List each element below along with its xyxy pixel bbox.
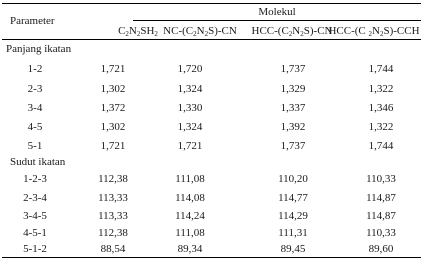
table-cell: 111,31 (278, 227, 308, 239)
table-cell: 110,33 (366, 227, 396, 239)
table-cell: 1,721 (100, 140, 126, 152)
row-label: 4-5 (27, 121, 43, 133)
table-cell: 1,346 (368, 102, 394, 114)
row-label: 3-4-5 (23, 210, 47, 222)
table-cell: 114,08 (175, 192, 205, 204)
column-header-3: HCC-$(C_2N_2S)-CN$ (251, 25, 333, 38)
table-cell: 114,87 (366, 210, 396, 222)
row-label: 5-1-2 (23, 243, 47, 255)
parameter-header: Parameter (10, 15, 55, 27)
table-cell: 112,38 (98, 173, 128, 185)
row-label: 3-4 (27, 102, 43, 114)
table-cell: 89,34 (177, 243, 203, 255)
table-cell: 1,737 (280, 63, 306, 75)
section-title-sudut-ikatan: Sudut ikatan (10, 156, 66, 168)
table-cell: 113,33 (98, 192, 128, 204)
table-cell: 1,721 (177, 140, 203, 152)
table-cell: 89,60 (368, 243, 394, 255)
table-cell: 1,302 (100, 121, 126, 133)
table-cell: 114,29 (278, 210, 308, 222)
row-label: 2-3 (27, 83, 43, 95)
table-cell: 88,54 (100, 243, 126, 255)
table-cell: 1,737 (280, 140, 306, 152)
table-cell: 1,337 (280, 102, 306, 114)
table-cell: 1,721 (100, 63, 126, 75)
table-cell: 1,720 (177, 63, 203, 75)
table-cell: 111,08 (175, 173, 205, 185)
table-cell: 1,324 (177, 83, 203, 95)
table-cell: 110,33 (366, 173, 396, 185)
table-cell: 1,392 (280, 121, 306, 133)
molekul-underline (133, 20, 421, 21)
table-cell: 1,372 (100, 102, 126, 114)
table-cell: 1,744 (368, 140, 394, 152)
table-cell: 114,87 (366, 192, 396, 204)
table-cell: 110,20 (278, 173, 308, 185)
table-cell: 1,302 (100, 83, 126, 95)
row-label: 2-3-4 (23, 192, 47, 204)
table-cell: 1,329 (280, 83, 306, 95)
table-cell: 1,322 (368, 83, 394, 95)
table-cell: 1,330 (177, 102, 203, 114)
table-cell: 89,45 (280, 243, 306, 255)
table-top-rule (2, 3, 421, 4)
molekul-header: Molekul (258, 6, 296, 18)
table-cell: 114,24 (175, 210, 205, 222)
column-header-4: HCC-(C $_2N_2S$)-CCH (328, 25, 420, 38)
row-label: 1-2-3 (23, 173, 47, 185)
row-label: 4-5-1 (23, 227, 47, 239)
table-cell: 1,744 (368, 63, 394, 75)
row-label: 1-2 (27, 63, 43, 75)
table-cell: 1,322 (368, 121, 394, 133)
table-cell: 112,38 (98, 227, 128, 239)
row-label: 5-1 (27, 140, 43, 152)
column-header-2: $NC-(C_2N_2S)-CN$ (163, 25, 237, 38)
section-title-panjang-ikatan: Panjang ikatan (6, 43, 72, 55)
table-cell: 113,33 (98, 210, 128, 222)
table-cell: 1,324 (177, 121, 203, 133)
table-bottom-rule (2, 257, 421, 258)
header-bottom-rule (2, 39, 421, 40)
table-cell: 114,77 (278, 192, 308, 204)
column-header-1: $C_2N_2SH_2$ (118, 25, 158, 38)
table-cell: 111,08 (175, 227, 205, 239)
